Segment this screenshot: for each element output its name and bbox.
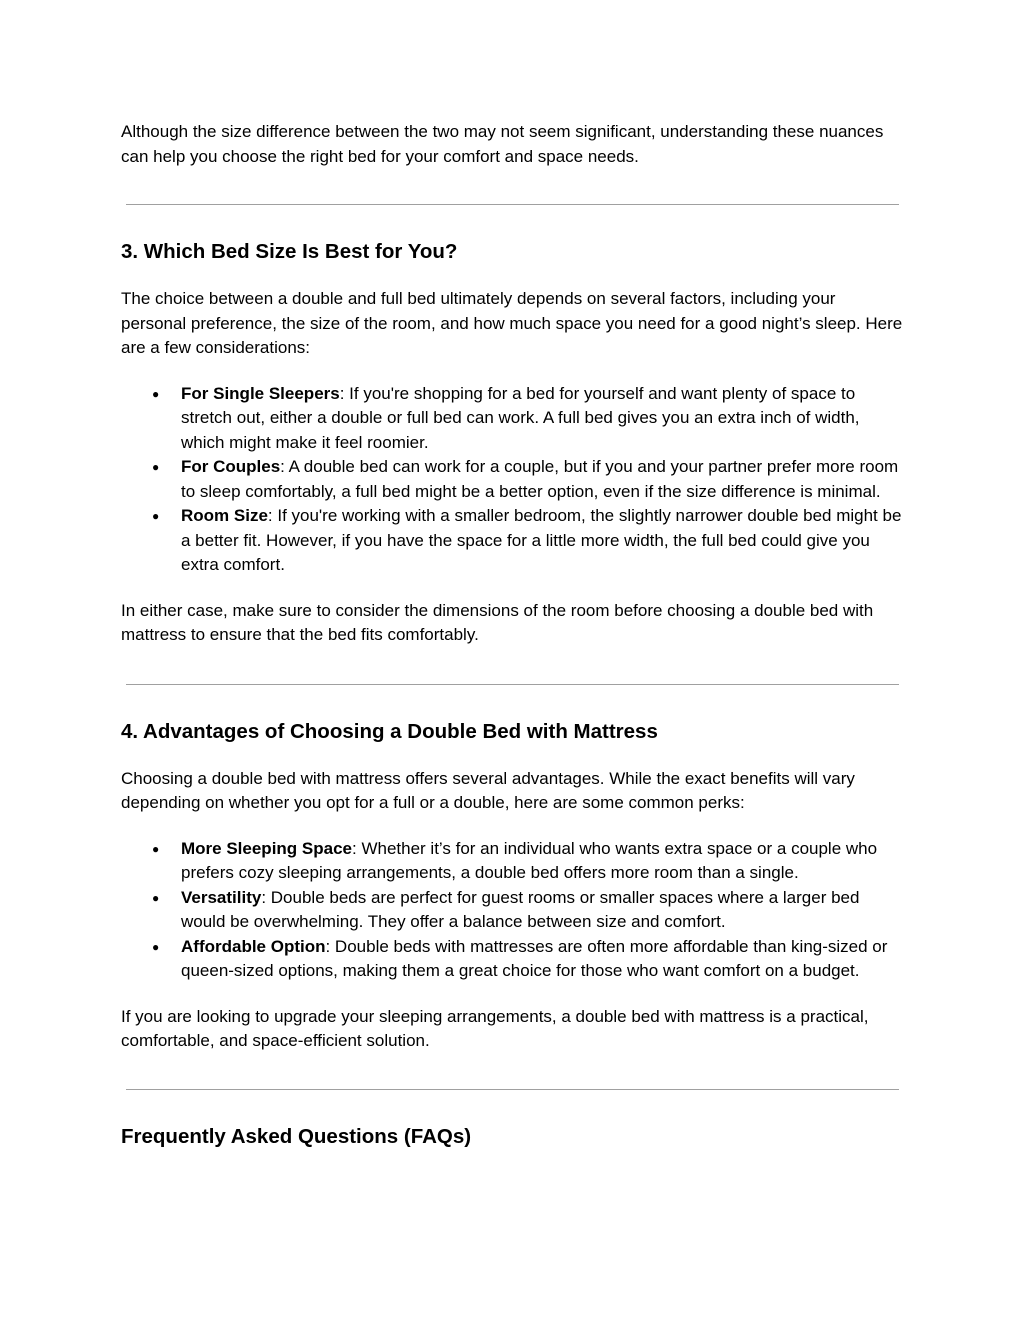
- section-3-closing: In either case, make sure to consider the dimensions of the room before choosing a double bed with mattress to ensure that the bed fits comfortably.: [121, 600, 874, 644]
- intro-paragraph: Although the size difference between the two may not seem significant, understanding these nuances can help you choose the right bed for your comfort and space needs.: [121, 122, 884, 166]
- section-3-heading: 3. Which Bed Size Is Best for You?: [121, 240, 458, 263]
- bullet-icon: ●: [152, 841, 160, 856]
- list-item-single-sleepers: [121, 382, 903, 456]
- list-item-text: : Double beds with mattresses are often more affordable than king-sized or queen-sized options, making them a great choice for those who want comfort on a budget.: [181, 936, 888, 980]
- section-3-paragraph: The choice between a double and full bed ultimately depends on several factors, including your personal preference, the size of the room, and how much space you need for a good night’s sleep. Here are a few considerations:: [121, 289, 903, 357]
- list-item-room-size: [121, 504, 903, 578]
- list-item-term: Room Size: [181, 506, 268, 525]
- list-item-text: : Double beds are perfect for guest rooms or smaller spaces where a larger bed would be overwhelming. They offer a balance between size and comfort.: [181, 887, 860, 931]
- list-item-text: : If you're working with a smaller bedroom, the slightly narrower double bed might be a better fit. However, if you have the space for a little more width, the full bed could give you extra comfort.: [181, 506, 902, 574]
- section-4-heading: 4. Advantages of Choosing a Double Bed with Mattress: [121, 719, 658, 743]
- faq-heading: Frequently Asked Questions (FAQs): [121, 1124, 472, 1148]
- bullet-icon: ●: [152, 939, 160, 954]
- list-item-more-sleeping-space: [121, 837, 903, 886]
- bullet-icon: ●: [152, 890, 160, 905]
- section-4-paragraph: Choosing a double bed with mattress offers several advantages. While the exact benefits will vary depending on whether you opt for a full or a double, here are some common perks:: [121, 768, 855, 812]
- list-item-couples: [121, 455, 903, 504]
- list-item-term: For Single Sleepers: [181, 383, 340, 403]
- list-item-versatility: [121, 886, 903, 935]
- list-item-term: Versatility: [181, 887, 262, 907]
- list-item-term: Affordable Option: [181, 936, 326, 956]
- list-item-text: : Whether it’s for an individual who wants extra space or a couple who prefers cozy sleeping arrangements, a double bed offers more room than a single.: [181, 838, 878, 882]
- list-item-term: For Couples: [181, 457, 281, 476]
- list-item-text: : If you're shopping for a bed for yourself and want plenty of space to stretch out, either a double or full bed can work. A full bed gives you an extra inch of width, which might make it feel roomier.: [181, 383, 860, 452]
- document-content: [121, 120, 903, 1150]
- section-3-list: [121, 382, 903, 578]
- list-item-term: More Sleeping Space: [181, 838, 352, 858]
- bullet-icon: ●: [152, 460, 160, 474]
- bullet-icon: ●: [152, 386, 160, 401]
- section-4-list: [121, 837, 903, 984]
- list-item-text: : A double bed can work for a couple, but if you and your partner prefer more room to sleep comfortably, a full bed might be a better option, even if the size difference is minimal.: [181, 457, 899, 501]
- section-4-closing: If you are looking to upgrade your sleeping arrangements, a double bed with mattress is a practical, comfortable, and space-efficient solution.: [121, 1006, 869, 1050]
- list-item-affordable-option: [121, 935, 903, 984]
- bullet-icon: ●: [152, 509, 160, 523]
